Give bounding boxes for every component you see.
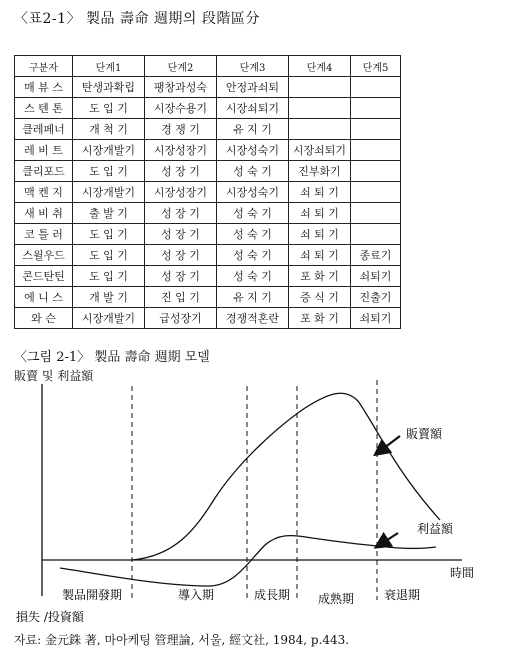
stage-cell: 성 숙 기 [217,224,289,245]
author-cell: 에 니 스 [15,287,73,308]
author-cell: 맥 켄 지 [15,182,73,203]
stage-cell: 시장성장기 [145,140,217,161]
stage-cell: 성 장 기 [145,224,217,245]
stage-cell: 시장개발기 [73,140,145,161]
author-cell: 클리포드 [15,161,73,182]
stage-cell: 도 입 기 [73,224,145,245]
y-axis-label: 販賣 및 利益額 [14,369,94,383]
source-citation: 자료: 金元銖 著, 마아케팅 管理論, 서울, 經文社, 1984, p.443. [14,633,350,647]
x-axis-label: 時間 [450,566,475,580]
stage-cell: 도 입 기 [73,266,145,287]
stage-cell: 성 장 기 [145,203,217,224]
author-cell: 스윌우드 [15,245,73,266]
stage-cell: 성 숙 기 [217,266,289,287]
phase-label-maturity: 成熟期 [318,592,355,606]
column-header: 단계1 [73,56,145,77]
stage-cell: 유 지 기 [217,287,289,308]
stage-cell [351,77,401,98]
stage-cell: 도 입 기 [73,98,145,119]
stage-cell [351,224,401,245]
stage-cell: 쇠 퇴 기 [289,203,351,224]
stage-cell: 급성장기 [145,308,217,329]
author-cell: 매 뷰 스 [15,77,73,98]
stage-cell: 성 장 기 [145,266,217,287]
column-header: 구분자 [15,56,73,77]
stage-cell: 경쟁적혼란 [217,308,289,329]
table-row [15,140,401,161]
table-row [15,287,401,308]
author-cell: 클레페너 [15,119,73,140]
stage-cell: 증 식 기 [289,287,351,308]
stage-cell [351,203,401,224]
stage-cell: 쇠 퇴 기 [289,224,351,245]
stage-cell: 도 입 기 [73,161,145,182]
table-row [15,266,401,287]
author-cell: 새 비 취 [15,203,73,224]
stage-cell: 시장개발기 [73,182,145,203]
column-header: 단계5 [351,56,401,77]
table-row [15,119,401,140]
phase-label-development: 製品開發期 [62,588,123,602]
stage-cell: 성 숙 기 [217,203,289,224]
header-row [15,56,401,77]
column-header: 단계2 [145,56,217,77]
stage-cell: 포 화 기 [289,266,351,287]
table-row [15,224,401,245]
stage-cell [351,161,401,182]
stage-cell: 시장쇠퇴기 [289,140,351,161]
author-cell: 스 텐 톤 [15,98,73,119]
stage-cell: 쇠퇴기 [351,266,401,287]
stage-cell: 경 쟁 기 [145,119,217,140]
phase-label-growth: 成長期 [254,588,291,602]
profit-curve-label: 利益額 [417,522,454,536]
author-cell: 콘드탄틴 [15,266,73,287]
sales-label-arrow [380,436,400,451]
table-title: 〈표2-1〉 製品 壽命 週期의 段階區分 [14,11,260,27]
stage-cell: 시장개발기 [73,308,145,329]
phase-label-decline: 衰退期 [384,588,421,602]
table-row [15,245,401,266]
stage-cell: 개 척 기 [73,119,145,140]
profit-curve [60,536,436,586]
author-cell: 레 비 트 [15,140,73,161]
column-header: 단계4 [289,56,351,77]
stage-cell: 팽창과성숙 [145,77,217,98]
table-row [15,308,401,329]
figure-title: 〈그림 2-1〉 製品 壽命 週期 모델 [14,350,210,365]
table-row [15,203,401,224]
table-row [15,182,401,203]
stage-cell: 성 장 기 [145,161,217,182]
stage-cell: 시장성숙기 [217,140,289,161]
stage-cell: 개 발 기 [73,287,145,308]
stage-cell [351,119,401,140]
stage-cell: 진출기 [351,287,401,308]
stage-cell: 포 화 기 [289,308,351,329]
stage-table [14,55,401,329]
y-axis-bottom-label: 損失 /投資額 [16,610,84,624]
author-cell: 코 틀 러 [15,224,73,245]
table-row [15,77,401,98]
stage-cell: 시장쇠퇴기 [217,98,289,119]
stage-cell: 시장성숙기 [217,182,289,203]
stage-cell: 유 지 기 [217,119,289,140]
stage-cell: 쇠퇴기 [351,308,401,329]
table-header [15,56,401,77]
stage-cell: 쇠 퇴 기 [289,245,351,266]
stage-cell [351,140,401,161]
stage-cell [289,119,351,140]
profit-label-arrow [381,533,398,544]
stage-cell: 성 숙 기 [217,245,289,266]
stage-cell [289,98,351,119]
stage-cell: 진 입 기 [145,287,217,308]
author-cell: 와 슨 [15,308,73,329]
stage-cell: 출 발 기 [73,203,145,224]
stage-cell: 성 장 기 [145,245,217,266]
stage-cell: 쇠 퇴 기 [289,182,351,203]
stage-cell: 시장성장기 [145,182,217,203]
table-row [15,98,401,119]
stage-cell: 시장수용기 [145,98,217,119]
column-header: 단계3 [217,56,289,77]
stage-cell: 탄생과확립 [73,77,145,98]
stage-cell [351,98,401,119]
stage-cell [289,77,351,98]
phase-label-introduction: 導入期 [178,588,215,602]
life-cycle-chart [0,380,510,625]
stage-cell: 성 숙 기 [217,161,289,182]
stage-cell: 도 입 기 [73,245,145,266]
table-row [15,161,401,182]
stage-cell: 종료기 [351,245,401,266]
stage-cell: 진부화기 [289,161,351,182]
table-body [15,77,401,329]
stage-cell: 안정과쇠퇴 [217,77,289,98]
sales-curve-label: 販賣額 [406,427,443,441]
stage-cell [351,182,401,203]
